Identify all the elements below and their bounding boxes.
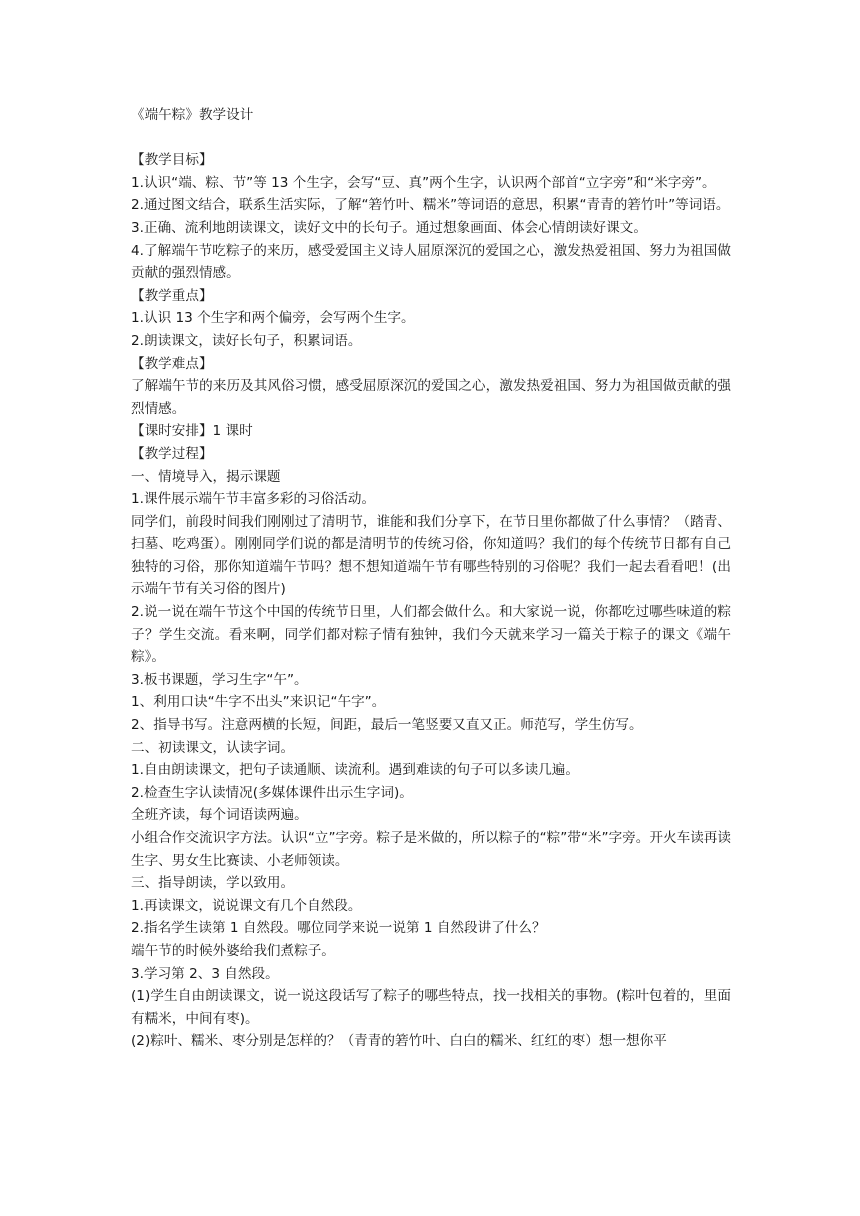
paragraph: 1.再读课文，说说课文有几个自然段。 (131, 897, 362, 914)
section-heading: 【教学过程】 (131, 445, 213, 462)
paragraph: 小组合作交流识字方法。认识“立”字旁。粽子是米做的，所以粽子的“粽”带“米”字旁。开火车读再读生字、男女生比赛读、小老师领读。 (131, 830, 731, 869)
paragraph: 了解端午节的来历及其风俗习惯，感受屈原深沉的爱国之心，激发热爱祖国、努力为祖国做贡献的强烈情感。 (131, 378, 731, 417)
subsection-heading: 二、初读课文，认读字词。 (131, 739, 295, 756)
paragraph: 3.学习第 2、3 自然段。 (131, 965, 279, 982)
paragraph: 4.了解端午节吃粽子的来历，感受爱国主义诗人屈原深沉的爱国之心，激发热爱祖国、努力为祖国做贡献的强烈情感。 (131, 242, 731, 282)
paragraph: 2.检查生字认读情况(多媒体课件出示生字词)。 (131, 784, 413, 801)
paragraph: 端午节的时候外婆给我们煮粽子。 (131, 942, 335, 959)
paragraph: 1、利用口诀“牛字不出头”来识记“午字”。 (131, 694, 386, 711)
section-heading: 【教学目标】 (131, 152, 213, 169)
paragraph: 3.正确、流利地朗读课文，读好文中的长句子。通过想象画面、体会心情朗读好课文。 (131, 219, 647, 236)
paragraph: 1.认识 13 个生字和两个偏旁，会写两个生字。 (131, 310, 415, 327)
paragraph: (1)学生自由朗读课文，说一说这段话写了粽子的哪些特点，找一找相关的事物。(粽叶包着的，里面有糯米，中间有枣)。 (131, 988, 731, 1027)
blank-line (131, 127, 731, 150)
paragraph: (2)粽叶、糯米、枣分别是怎样的？（青青的箬竹叶、白白的糯米、红红的枣）想一想你平 (131, 1033, 667, 1050)
paragraph: 同学们，前段时间我们刚刚过了清明节，谁能和我们分享下，在节日里你都做了什么事情？（踏青、扫墓、吃鸡蛋）。刚刚同学们说的都是清明节的传统习俗，你知道吗？我们的每个传统节日都有自己独特的习俗，那你知道端午节吗？想不想知道端午节有哪些特别的习俗呢？我们一起去看看吧！(出示端午节有关习俗的图片) (131, 513, 731, 598)
paragraph: 2、指导书写。注意两横的长短，间距，最后一笔竖要又直又正。师范写，学生仿写。 (131, 717, 643, 734)
section-heading: 【教学重点】 (131, 287, 213, 304)
paragraph: 3.板书课题，学习生字“午”。 (131, 671, 308, 688)
paragraph: 2.说一说在端午节这个中国的传统节日里，人们都会做什么。和大家说一说，你都吃过哪些味道的粽子？学生交流。看来啊，同学们都对粽子情有独钟，我们今天就来学习一篇关于粽子的课文《端午粽》。 (131, 604, 731, 666)
paragraph: 2.通过图文结合，联系生活实际，了解“箬竹叶、糯米”等词语的意思，积累“青青的箬竹叶”等词语。 (131, 197, 730, 214)
paragraph: 1.课件展示端午节丰富多彩的习俗活动。 (131, 491, 376, 508)
subsection-heading: 三、指导朗读，学以致用。 (131, 875, 295, 892)
paragraph: 2.朗读课文，读好长句子，积累词语。 (131, 332, 362, 349)
section-heading: 【课时安排】1 课时 (131, 423, 253, 440)
subsection-heading: 一、情境导入，揭示课题 (131, 468, 281, 485)
paragraph: 1.自由朗读课文，把句子读通顺、读流利。遇到难读的句子可以多读几遍。 (131, 762, 579, 779)
paragraph: 1.认识“端、粽、节”等 13 个生字，会写“豆、真”两个生字，认识两个部首“立字旁”和“米字旁”。 (131, 174, 716, 191)
section-heading: 【教学难点】 (131, 355, 213, 372)
document-body (131, 104, 731, 1053)
paragraph: 全班齐读，每个词语读两遍。 (131, 807, 308, 824)
paragraph: 2.指名学生读第 1 自然段。哪位同学来说一说第 1 自然段讲了什么？ (131, 920, 546, 937)
document-title: 《端午粽》教学设计 (131, 107, 254, 123)
